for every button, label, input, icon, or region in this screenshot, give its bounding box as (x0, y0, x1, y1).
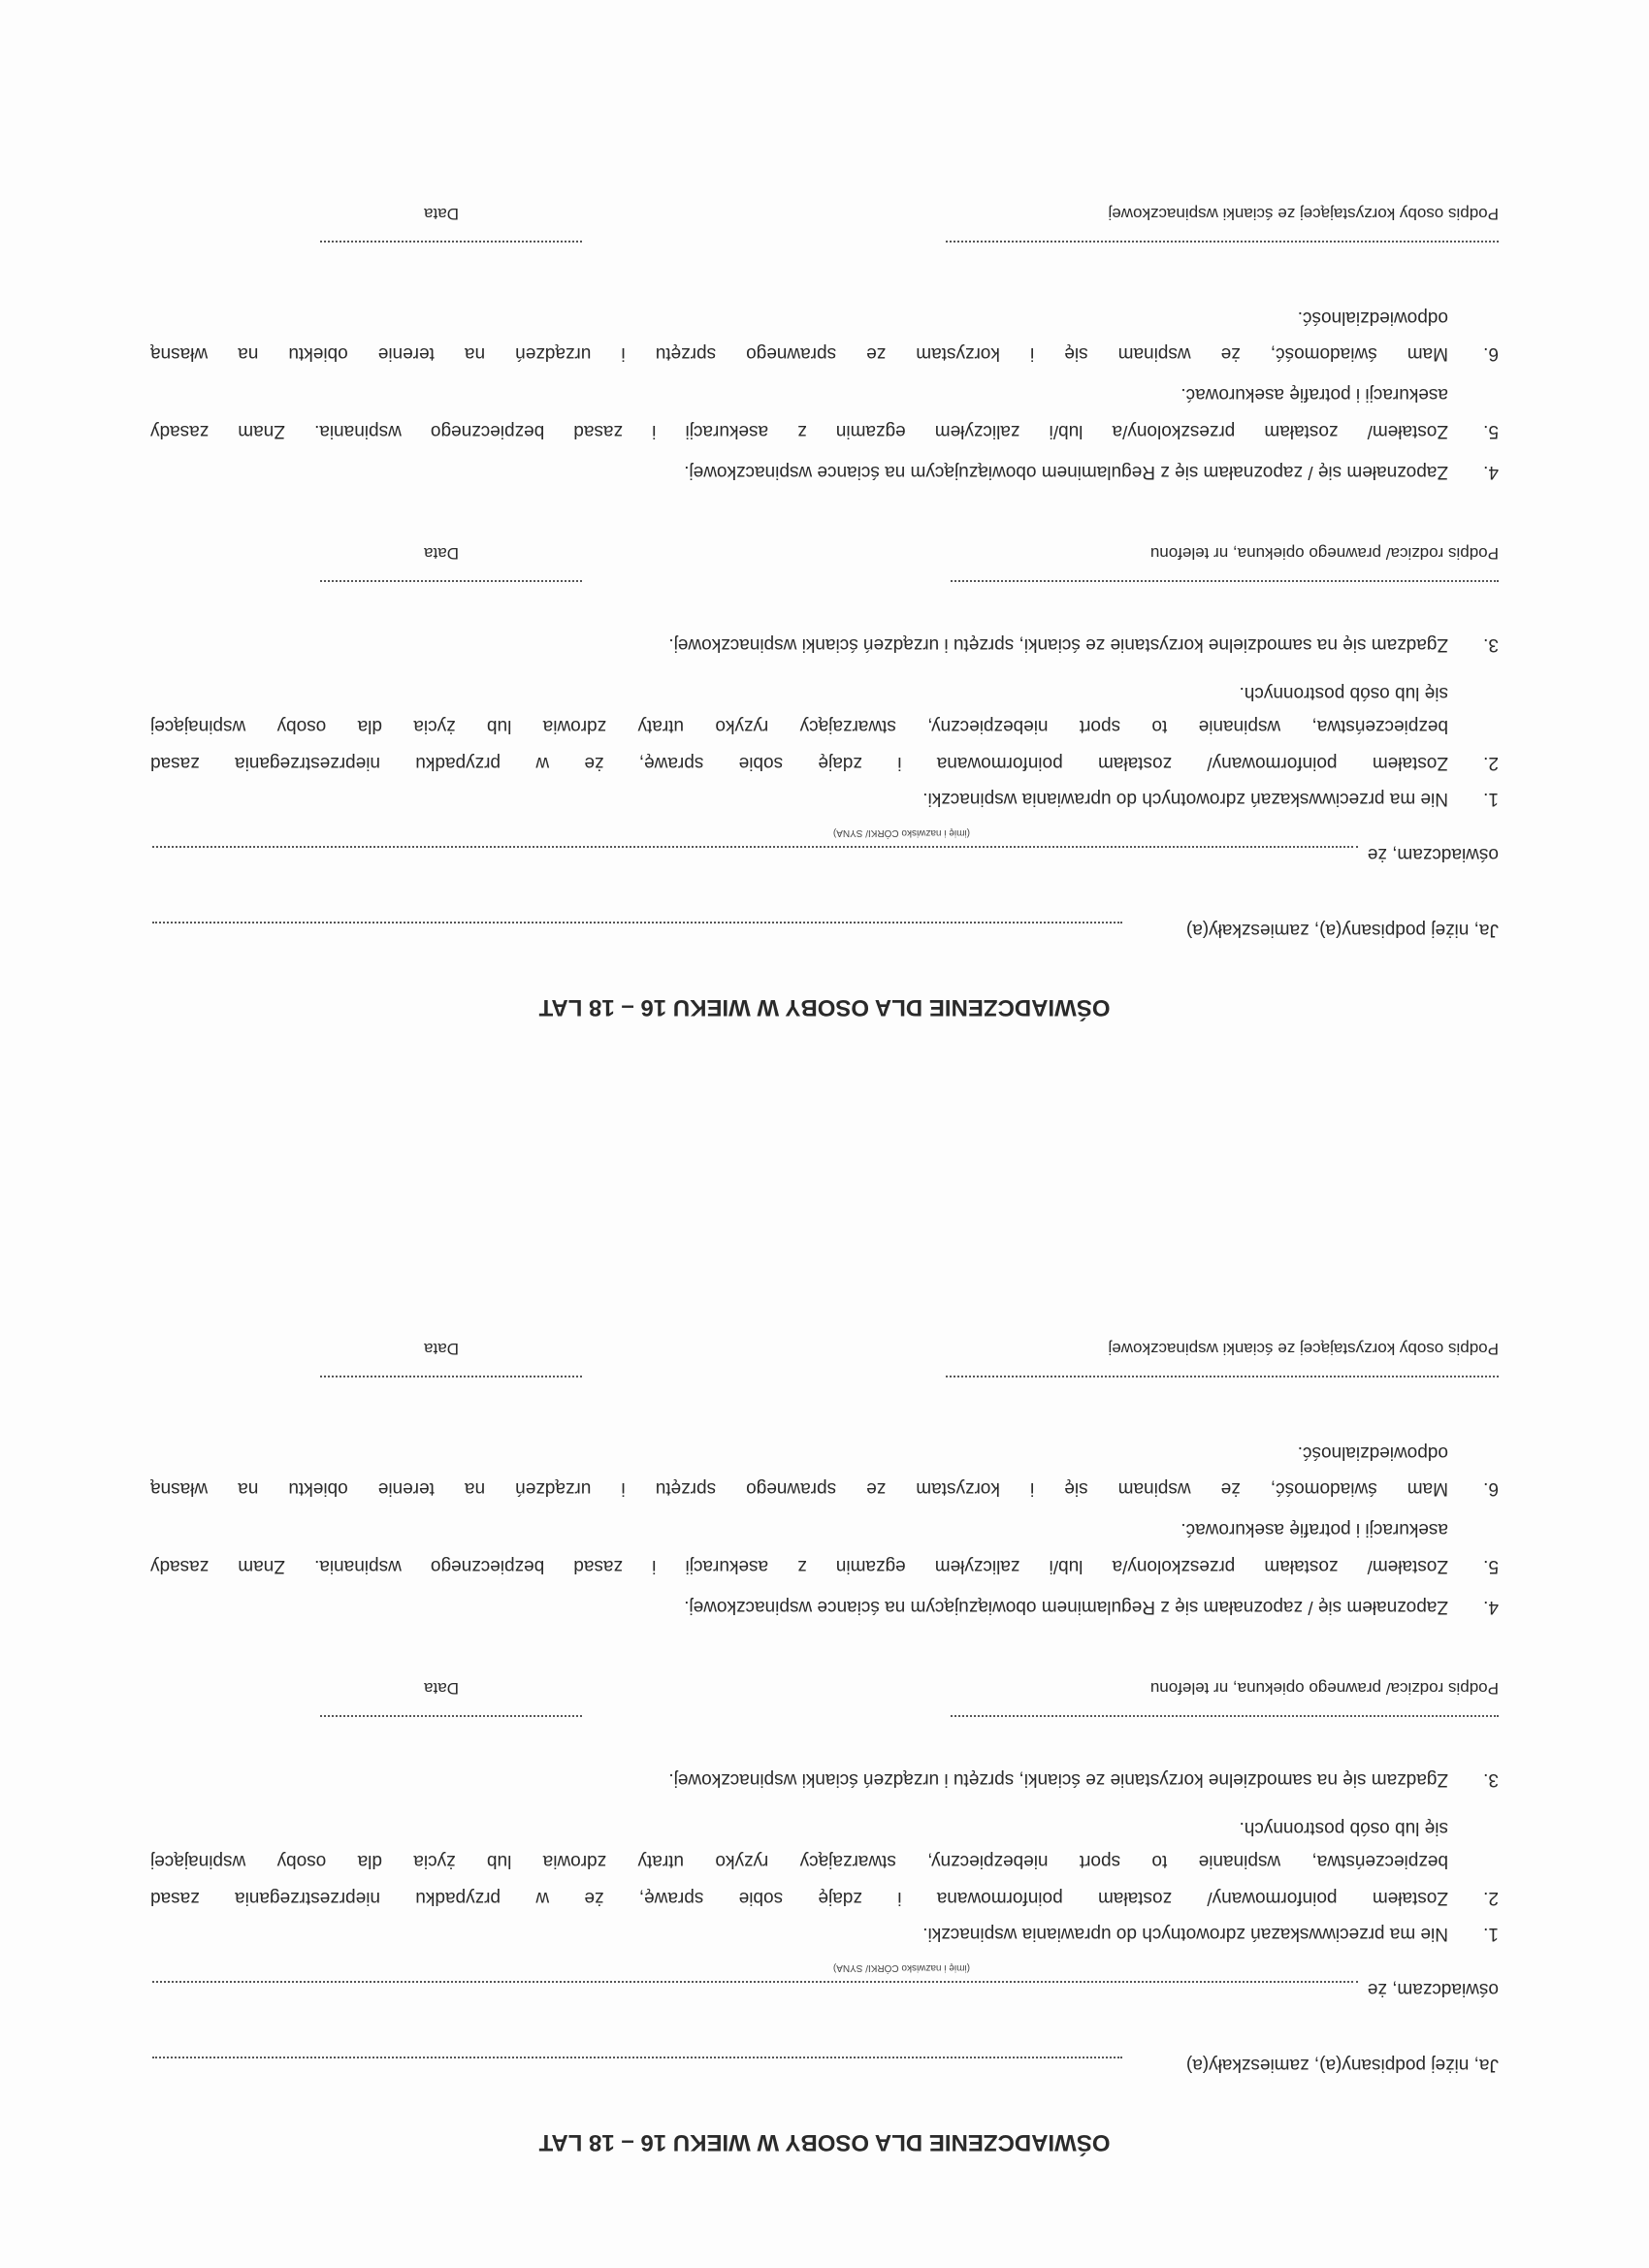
intro-label: Ja, niżej podpisany(a), zamieszkały(a) (1185, 2055, 1499, 2075)
item-number: 2. (1483, 753, 1499, 773)
signature-label: Podpis rodzica/ prawnego opiekuna, nr telefonu (1149, 1679, 1499, 1698)
item-text-line: asekuracji i potrafię asekurować. (1180, 1519, 1448, 1539)
item-number: 3. (1483, 634, 1499, 655)
date-field[interactable] (320, 241, 582, 243)
item-number: 5. (1483, 421, 1499, 441)
item-text-line: Nie ma przeciwwskazań zdrowotnych do uprawiania wspinaczki. (922, 789, 1448, 809)
item-number: 5. (1483, 1556, 1499, 1576)
item-number: 4. (1483, 1597, 1499, 1617)
date-label: Data (424, 205, 459, 223)
declare-label: oświadczam, że (1367, 1979, 1499, 1999)
item-text-line: Zapoznałem się / zapoznałam się z Regulaminem obowiązującym na ściance wspinaczkowej. (684, 1597, 1448, 1617)
date-field[interactable] (320, 1715, 582, 1717)
date-label: Data (424, 544, 459, 563)
item-number: 1. (1483, 1924, 1499, 1944)
item-number: 2. (1483, 1888, 1499, 1908)
date-label: Data (424, 1679, 459, 1698)
field-caption: (imię i nazwisko CÓRKI/ SYNA) (832, 1962, 970, 1973)
item-text-line: się lub osób postronnych. (1239, 683, 1448, 703)
item-text-line: Zgadzam się na samodzielne korzystanie ze ścianki, sprzętu i urządzeń ścianki wspinaczkowej. (668, 1769, 1448, 1790)
item-text-line: Zostałem/ zostałam przeszkolony/a lub/i zaliczyłem egzamin z asekuracji i zasad bezpiecznego wspinania. Znam zasady (150, 421, 1448, 441)
user-signature-field[interactable] (946, 241, 1499, 243)
item-text-line: Nie ma przeciwwskazań zdrowotnych do uprawiania wspinaczki. (922, 1924, 1448, 1944)
item-text-line: odpowiedzialność. (1297, 308, 1448, 328)
form-title: OŚWIADCZENIE DLA OSOBY W WIEKU 16 – 18 LAT (538, 2129, 1111, 2155)
item-text-line: Mam świadomość, że wspinam się i korzystam ze sprawnego sprzętu i urządzeń na terenie obiektu na własną (150, 1478, 1448, 1499)
signature-label: Podpis osoby korzystającej ze ścianki wspinaczkowej (1108, 205, 1499, 223)
item-number: 4. (1483, 462, 1499, 482)
child-name-field[interactable] (152, 846, 1358, 848)
item-number: 6. (1483, 1478, 1499, 1499)
parent-signature-field[interactable] (951, 1715, 1499, 1717)
field-caption: (imię i nazwisko CÓRKI/ SYNA) (832, 827, 970, 838)
item-number: 6. (1483, 343, 1499, 364)
item-text-line: bezpieczeństwa, wspinanie to sport niebezpieczny, stwarzający ryzyko utraty zdrowia lub życia dla osoby wspinającej (150, 1851, 1448, 1871)
date-field[interactable] (320, 580, 582, 582)
item-text-line: się lub osób postronnych. (1239, 1818, 1448, 1838)
item-text-line: Zapoznałem się / zapoznałam się z Regulaminem obowiązującym na ściance wspinaczkowej. (684, 462, 1448, 482)
signature-label: Podpis rodzica/ prawnego opiekuna, nr telefonu (1149, 544, 1499, 563)
form-title: OŚWIADCZENIE DLA OSOBY W WIEKU 16 – 18 LAT (538, 994, 1111, 1021)
item-number: 1. (1483, 789, 1499, 809)
user-signature-field[interactable] (946, 1376, 1499, 1377)
signature-label: Podpis osoby korzystającej ze ścianki wspinaczkowej (1108, 1340, 1499, 1358)
item-text-line: Zgadzam się na samodzielne korzystanie ze ścianki, sprzętu i urządzeń ścianki wspinaczkowej. (668, 634, 1448, 655)
intro-label: Ja, niżej podpisany(a), zamieszkały(a) (1185, 920, 1499, 940)
date-field[interactable] (320, 1376, 582, 1377)
address-field[interactable] (152, 2057, 1122, 2058)
child-name-field[interactable] (152, 1981, 1358, 1983)
declaration-form (150, 1329, 1499, 2154)
declaration-form (150, 194, 1499, 1019)
item-text-line: bezpieczeństwa, wspinanie to sport niebezpieczny, stwarzający ryzyko utraty zdrowia lub życia dla osoby wspinającej (150, 716, 1448, 736)
date-label: Data (424, 1340, 459, 1358)
declare-label: oświadczam, że (1367, 844, 1499, 864)
item-text-line: Zostałem poinformowany/ zostałam poinformowana i zdaję sobie sprawę, że w przypadku nieprzestrzegania zasad (150, 1888, 1448, 1908)
address-field[interactable] (152, 922, 1122, 923)
item-text-line: Zostałem/ zostałam przeszkolony/a lub/i zaliczyłem egzamin z asekuracji i zasad bezpiecznego wspinania. Znam zasady (150, 1556, 1448, 1576)
item-text-line: Zostałem poinformowany/ zostałam poinformowana i zdaję sobie sprawę, że w przypadku nieprzestrzegania zasad (150, 753, 1448, 773)
item-number: 3. (1483, 1769, 1499, 1790)
item-text-line: Mam świadomość, że wspinam się i korzystam ze sprawnego sprzętu i urządzeń na terenie obiektu na własną (150, 343, 1448, 364)
item-text-line: odpowiedzialność. (1297, 1442, 1448, 1463)
parent-signature-field[interactable] (951, 580, 1499, 582)
item-text-line: asekuracji i potrafię asekurować. (1180, 384, 1448, 405)
